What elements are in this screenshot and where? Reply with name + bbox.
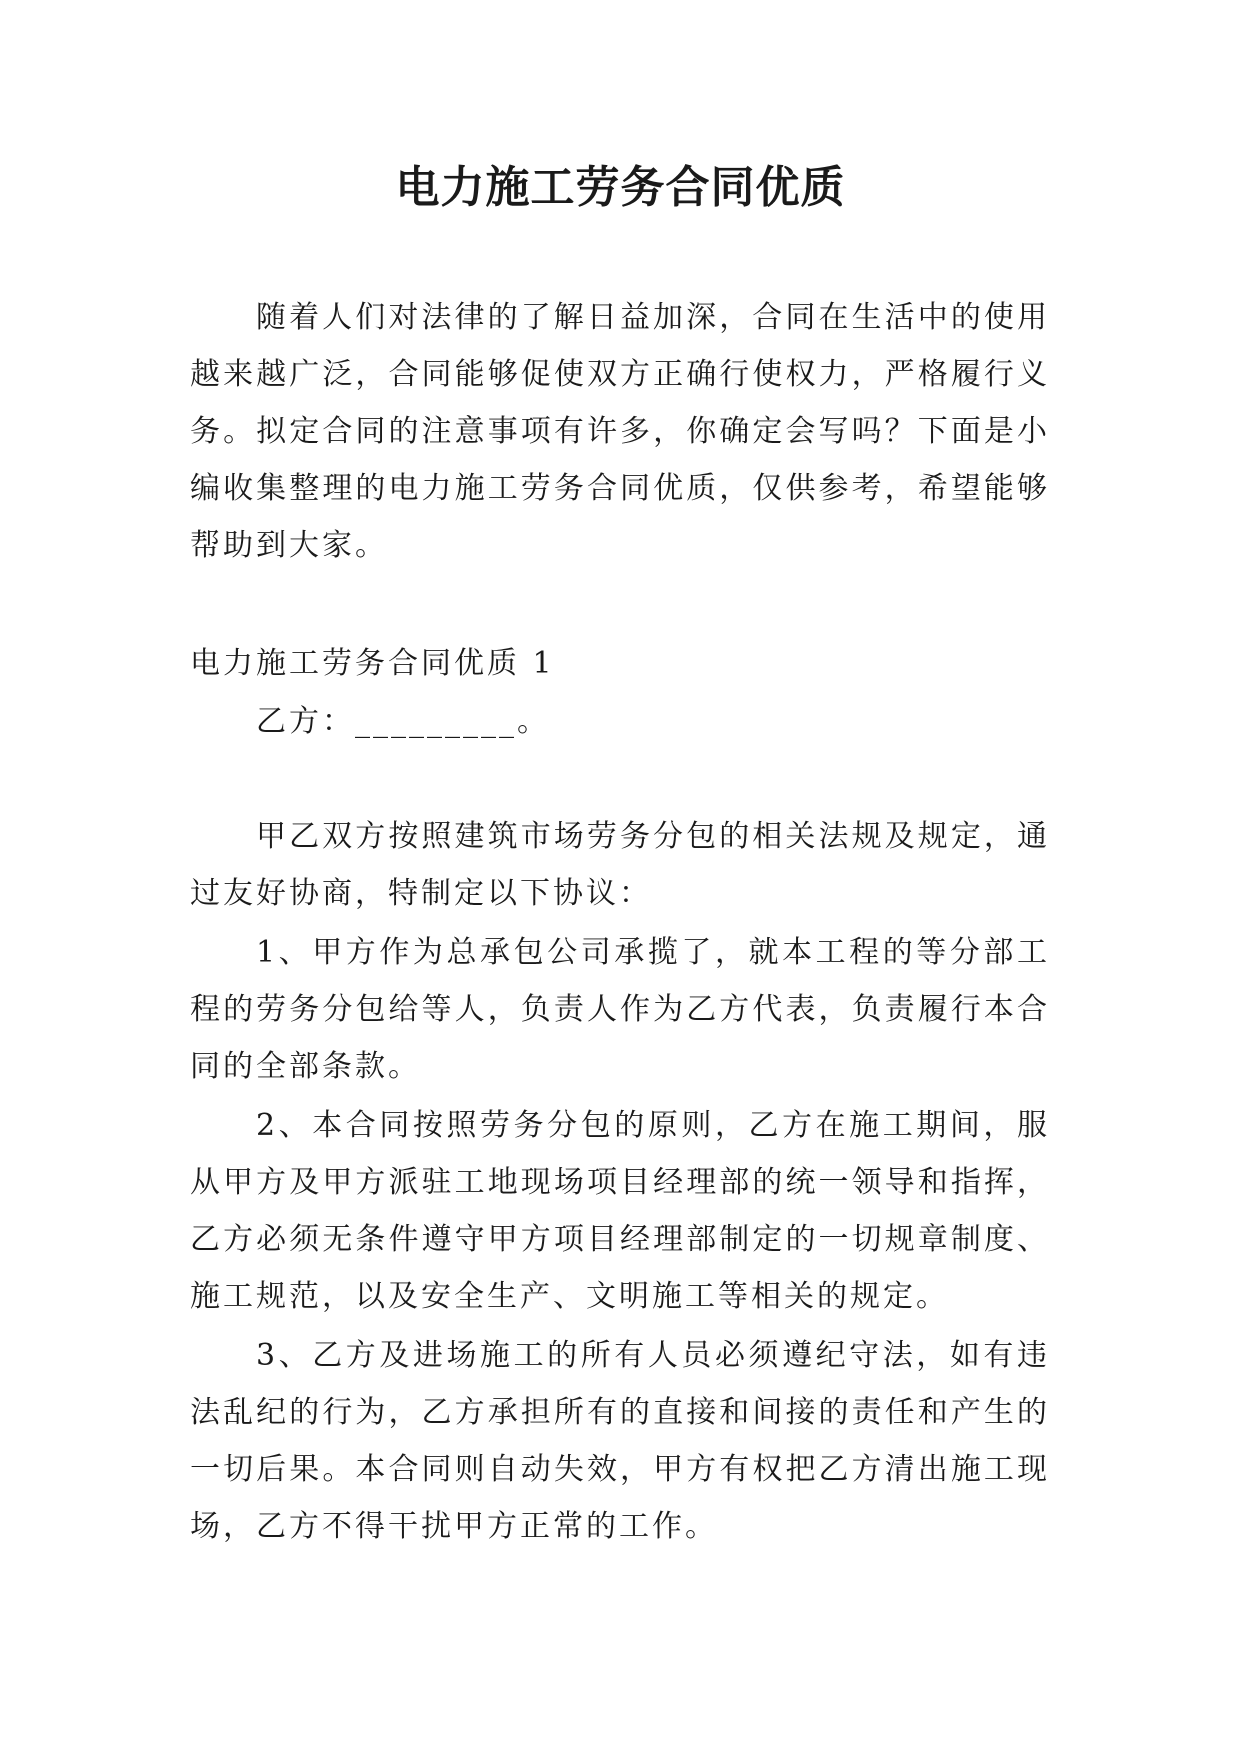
agreement-intro-paragraph: 甲乙双方按照建筑市场劳务分包的相关法规及规定，通过友好协商，特制定以下协议：	[190, 819, 1050, 911]
clause-paragraph: 1、甲方作为总承包公司承揽了，就本工程的等分部工程的劳务分包给等人，负责人作为乙方代表，负责履行本合同的全部条款。	[190, 935, 1050, 1084]
party-b-line: 乙方：_________。	[256, 704, 550, 739]
clause-paragraph: 2、本合同按照劳务分包的原则，乙方在施工期间，服从甲方及甲方派驻工地现场项目经理部的统一领导和指挥，乙方必须无条件遵守甲方项目经理部制定的一切规章制度、施工规范，以及安全生产、文明施工等相关的规定。	[190, 1108, 1050, 1314]
clause-paragraph: 3、乙方及进场施工的所有人员必须遵纪守法，如有违法乱纪的行为，乙方承担所有的直接和间接的责任和产生的一切后果。本合同则自动失效，甲方有权把乙方清出施工现场，乙方不得干扰甲方正常的工作。	[190, 1338, 1050, 1544]
section-heading: 电力施工劳务合同优质 1	[190, 646, 555, 681]
intro-paragraph: 随着人们对法律的了解日益加深，合同在生活中的使用越来越广泛，合同能够促使双方正确行使权力，严格履行义务。拟定合同的注意事项有许多，你确定会写吗？下面是小编收集整理的电力施工劳务合同优质，仅供参考，希望能够帮助到大家。	[190, 300, 1050, 563]
document-title: 电力施工劳务合同优质	[395, 162, 846, 213]
